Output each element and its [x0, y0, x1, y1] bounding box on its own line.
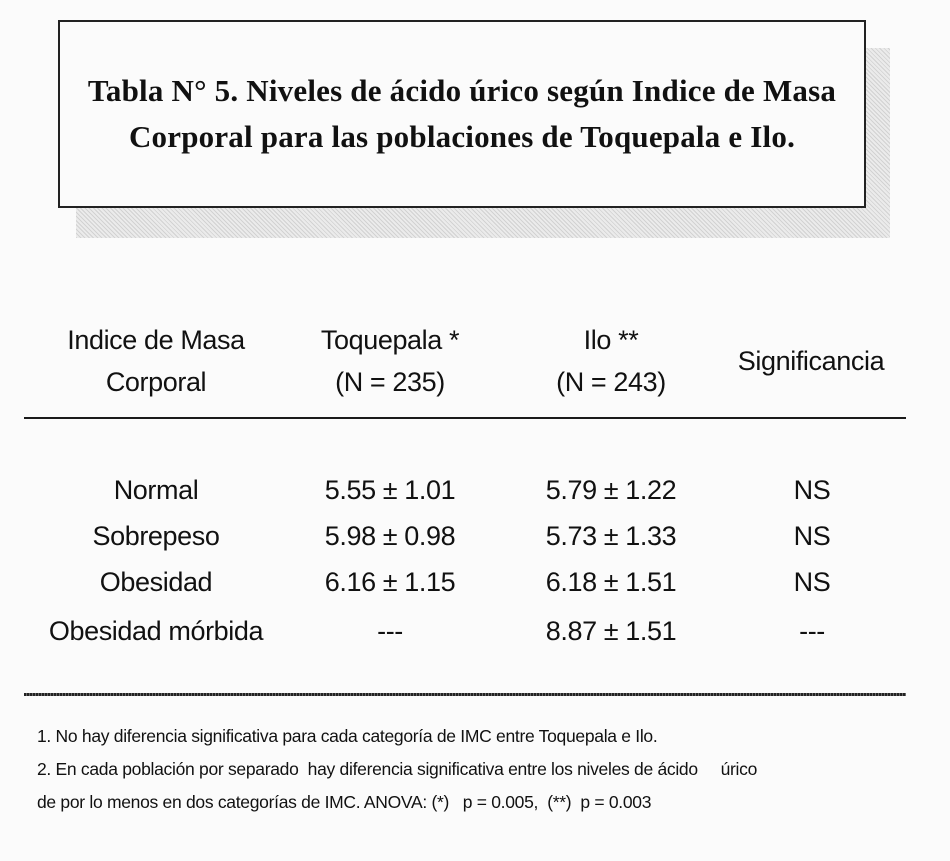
- row-obesidad-morbida-category: Obesidad mórbida: [48, 616, 264, 646]
- row-obesidad-category: Obesidad: [99, 567, 213, 597]
- row-obesidad-significancia: NS: [793, 567, 831, 597]
- header-significancia-label: Significancia: [737, 346, 885, 376]
- table-title-line-2: Corporal para las poblaciones de Toquepala e Ilo.: [128, 119, 796, 154]
- row-obesidad-morbida-significancia: ---: [799, 616, 825, 646]
- row-sobrepeso-toquepala: 5.98 ± 0.98: [324, 521, 456, 551]
- header-ilo-line-1: Ilo **: [583, 325, 639, 355]
- row-normal-toquepala: 5.55 ± 1.01: [324, 475, 456, 505]
- title-box: [58, 20, 866, 208]
- header-ilo: [503, 319, 719, 403]
- row-normal-significancia: NS: [793, 475, 831, 505]
- row-sobrepeso-ilo: 5.73 ± 1.33: [545, 521, 677, 551]
- header-imc-line-2: Corporal: [105, 367, 207, 397]
- header-imc: [22, 319, 290, 403]
- row-normal-category: Normal: [113, 475, 199, 505]
- row-normal-ilo: 5.79 ± 1.22: [545, 475, 677, 505]
- header-significancia: [700, 340, 922, 382]
- row-sobrepeso-category: Sobrepeso: [92, 521, 220, 551]
- footnote-1: 1. No hay diferencia significativa para cada categoría de IMC entre Toquepala e Ilo.: [37, 726, 658, 746]
- table-footnotes: [37, 720, 917, 819]
- footnote-2-line-1: 2. En cada población por separado hay diferencia significativa entre los niveles de ácido úrico: [37, 759, 758, 779]
- table-bottom-divider: [24, 693, 906, 696]
- footnote-2-line-2: de por lo menos en dos categorías de IMC. ANOVA: (*) p = 0.005, (**) p = 0.003: [37, 792, 652, 812]
- row-obesidad-toquepala: 6.16 ± 1.15: [324, 567, 456, 597]
- row-obesidad-morbida-toquepala: ---: [377, 616, 403, 646]
- header-imc-line-1: Indice de Masa: [67, 325, 245, 355]
- row-obesidad-morbida-ilo: 8.87 ± 1.51: [545, 616, 677, 646]
- row-sobrepeso-significancia: NS: [793, 521, 831, 551]
- header-toquepala-line-2: (N = 235): [335, 367, 445, 397]
- header-toquepala: [282, 319, 498, 403]
- header-toquepala-line-1: Toquepala *: [320, 325, 460, 355]
- header-ilo-line-2: (N = 243): [556, 367, 666, 397]
- row-obesidad-ilo: 6.18 ± 1.51: [545, 567, 677, 597]
- title-block: [58, 20, 866, 208]
- table-title-line-1: Tabla N° 5. Niveles de ácido úrico según Indice de Masa: [87, 73, 837, 108]
- header-divider: [24, 417, 906, 419]
